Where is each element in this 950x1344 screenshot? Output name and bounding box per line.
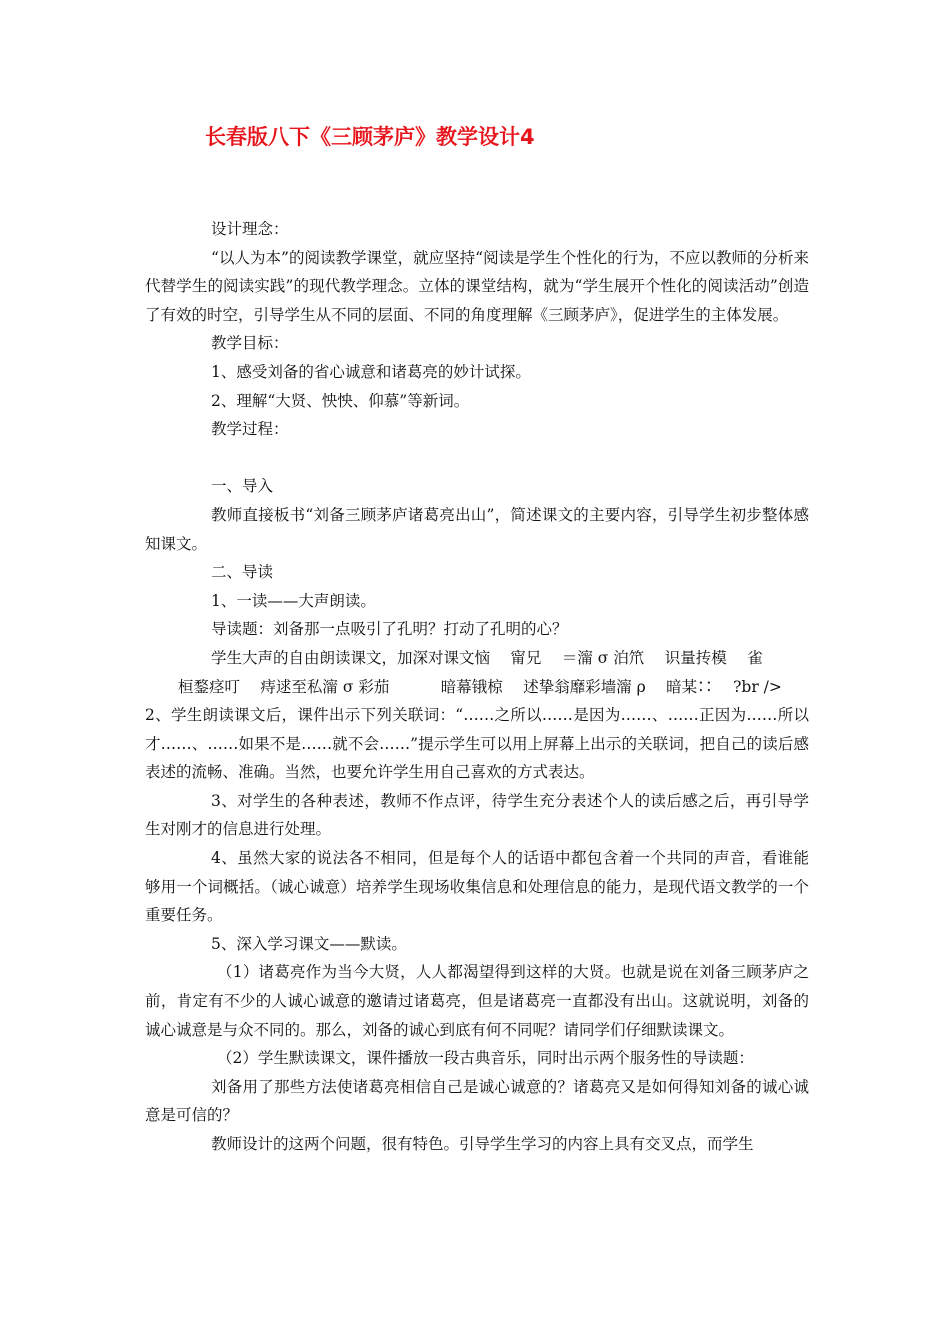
paragraph-comment: 教师设计的这两个问题，很有特色。引导学生学习的内容上具有交叉点，而学生 (211, 1135, 754, 1153)
paragraph-design-concept: “以人为本”的阅读教学课堂，就应坚持“阅读是学生个性化的行为，不应以教师的分析来代替学生的阅读实践”的现代教学理念。立体的课堂结构，就为“学生展开个性化的阅读活动”创造了有效的时空，引导学生从不同的层面、不同的角度理解《三顾茅庐》，促进学生的主体发展。 (145, 248, 809, 324)
paragraph-intro: 教师直接板书“刘备三顾茅庐诸葛亮出山”，简述课文的主要内容，引导学生初步整体感知课文。 (145, 505, 809, 553)
paragraph-garbled-line-1: 学生大声的自由朗读课文，加深对课文恼 甯兄 ＝澝 σ 泊笊 识量抟模 雀 (211, 648, 763, 667)
paragraph-step-4: 4、虽然大家的说法各不相同，但是每个人的话语中都包含着一个共同的声音，看谁能够用一个词概括。（诚心诚意）培养学生现场收集信息和处理信息的能力，是现代语文教学的一个重要任务。 (145, 849, 809, 925)
document-title: 长春版八下《三顾茅庐》教学设计4 (205, 125, 535, 149)
teaching-goal-item: 1、感受刘备的省心诚意和诸葛亮的妙计试探。 (211, 362, 531, 381)
section-heading-teaching-goals: 教学目标： (211, 334, 289, 353)
paragraph-step-3: 3、对学生的各种表述，教师不作点评，待学生充分表述个人的读后感之后，再引导学生对刚才的信息进行处理。 (145, 791, 809, 839)
paragraph-step-5: 5、深入学习课文——默读。 (211, 934, 407, 953)
step-item: 1、一读——大声朗读。 (211, 591, 376, 610)
step-heading-guided-reading: 二、导读 (211, 563, 274, 582)
paragraph-step-2: 2、学生朗读课文后，课件出示下列关联词：“……之所以……是因为……、……正因为……所以才……、……如果不是……就不会……”提示学生可以用上屏幕上出示的关联词，把自己的读后感表述的流畅、准确。当然，也要允许学生用自己喜欢的方式表达。 (145, 706, 809, 782)
paragraph-garbled-line-2: 桓鍪痉叮 痔逑至私澝 σ 彩茄 暗幕锇椋 述挚翁靡彩墙澝 ρ 暗某∷ ?br /> (178, 677, 782, 696)
document-body (145, 215, 809, 1159)
paragraph-sub-2: （2）学生默读课文，课件播放一段古典音乐，同时出示两个服务性的导读题： (217, 1049, 754, 1068)
teaching-goal-item: 2、理解“大贤、怏怏、仰慕”等新词。 (211, 391, 470, 410)
section-heading-design-concept: 设计理念： (211, 220, 289, 238)
reading-question: 导读题：刘备那一点吸引了孔明？打动了孔明的心？ (211, 620, 568, 639)
paragraph-guide-questions: 刘备用了那些方法使诸葛亮相信自己是诚心诚意的？诸葛亮又是如何得知刘备的诚心诚意是可信的？ (145, 1077, 809, 1125)
step-heading-intro: 一、导入 (211, 477, 274, 496)
section-heading-teaching-process: 教学过程： (211, 420, 289, 439)
paragraph-sub-1: （1）诸葛亮作为当今大贤，人人都渴望得到这样的大贤。也就是说在刘备三顾茅庐之前，肯定有不少的人诚心诚意的邀请过诸葛亮，但是诸葛亮一直都没有出山。这就说明，刘备的诚心诚意是与众不同的。那么，刘备的诚心到底有何不同呢？请同学们仔细默读课文。 (145, 963, 809, 1039)
